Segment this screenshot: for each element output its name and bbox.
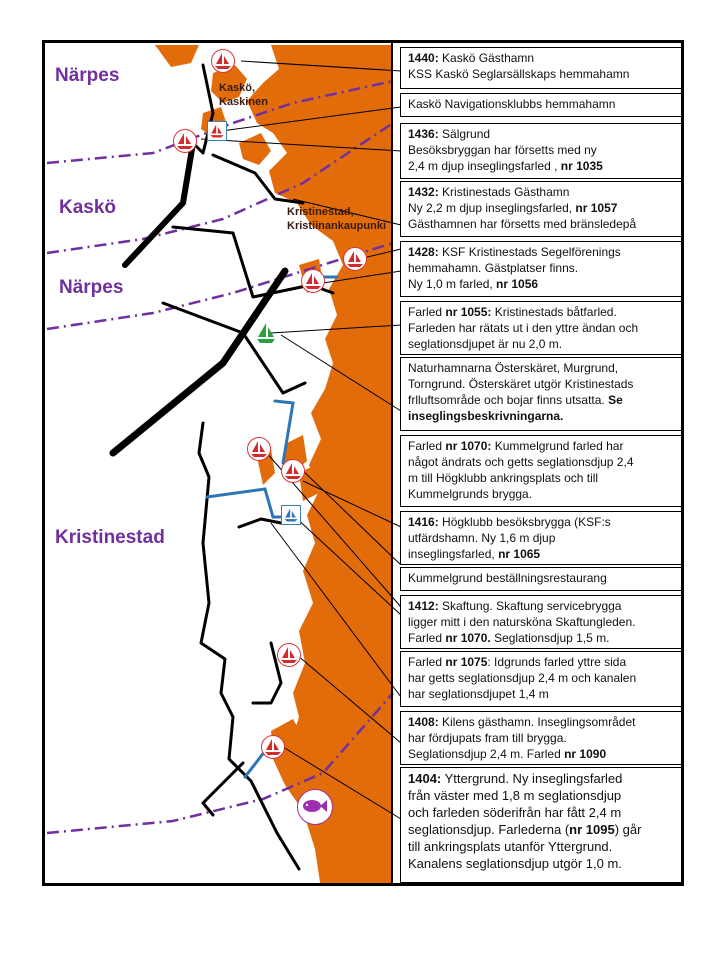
info-box-text: KSF Kristinestads Segelförenings: [438, 245, 621, 259]
info-box-text: Farled: [408, 631, 446, 645]
info-box-line: [408, 50, 674, 66]
island-2: [239, 133, 271, 165]
info-box-text: Kummelgrunds brygga.: [408, 487, 533, 501]
info-box: [400, 181, 682, 237]
info-box-text: har fördjupats fram till brygga.: [408, 731, 567, 745]
info-box: [400, 567, 682, 591]
info-box-text: nr 1070:: [445, 439, 492, 453]
info-box-line: [408, 438, 674, 454]
region-label-kristinestad: Kristinestad: [55, 527, 165, 548]
info-box-line: [408, 260, 674, 276]
info-box-text: till ankringsplats utanför Yttergrund.: [408, 839, 613, 854]
map-frame: [42, 40, 684, 886]
info-box-text: ligger mitt i den natursköna Skaftungleden.: [408, 615, 636, 629]
info-box-text: 2,4 m djup inseglingsfarled ,: [408, 159, 561, 173]
info-box-line: [408, 804, 674, 821]
info-box-text: Farled: [408, 439, 446, 453]
info-box-line: [408, 392, 674, 408]
info-box-text: seglationsdjupet är nu 2,0 m.: [408, 337, 563, 351]
nature-harbour-sailboat-icon[interactable]: [255, 321, 277, 345]
info-box-text: frlluftsområde och bojar finns utsatta.: [408, 393, 609, 407]
guest-harbour-sailboat-icon[interactable]: [277, 643, 301, 667]
info-box-line: [408, 304, 674, 320]
info-box: [400, 595, 682, 649]
info-box-text: Yttergrund. Ny inseglingsfarled: [441, 771, 623, 786]
info-box-line: [408, 158, 674, 174]
info-box-line: [408, 126, 674, 142]
info-box-line: [408, 546, 674, 562]
info-box-text: KSS Kaskö Seglarsällskaps hemmahamn: [408, 67, 630, 81]
info-box-text: Naturhamnarna Österskäret, Murgrund,: [408, 361, 619, 375]
info-box-text: nr 1095: [569, 822, 615, 837]
info-box-line: [408, 630, 674, 646]
info-box-text: 1428:: [408, 245, 439, 259]
info-box-text: 1404:: [408, 771, 442, 786]
guest-harbour-sailboat-icon[interactable]: [211, 49, 235, 73]
info-box-line: [408, 376, 674, 392]
info-box: [400, 357, 682, 431]
guest-harbour-sailboat-icon[interactable]: [207, 121, 227, 141]
info-box-line: [408, 244, 674, 260]
info-box-text: 1412:: [408, 599, 439, 613]
info-box-text: Sälgrund: [438, 127, 491, 141]
info-box-line: [408, 486, 674, 502]
town-label-line: Kaskö,: [219, 82, 256, 94]
info-box-text: har getts seglationsdjup 2,4 m och kanalen: [408, 671, 637, 685]
info-box-line: [408, 200, 674, 216]
info-box-line: [408, 654, 674, 670]
info-box-text: nr 1070.: [445, 631, 491, 645]
info-box: [400, 47, 682, 89]
info-box-text: 1416:: [408, 515, 439, 529]
town-label-kristinestad: [287, 205, 386, 233]
info-box-line: [408, 787, 674, 804]
guest-harbour-sailboat-icon[interactable]: [247, 437, 271, 461]
info-box-text: Torngrund. Österskäret utgör Kristinestads: [408, 377, 634, 391]
info-box-text: Farleden har rätats ut i den yttre ändan och: [408, 321, 639, 335]
guest-harbour-sailboat-icon[interactable]: [281, 459, 305, 483]
region-label-narpes-mid: Närpes: [59, 277, 124, 298]
info-box-line: [408, 686, 674, 702]
info-box-text: och farleden söderifrån har fått 2,4 m: [408, 805, 622, 820]
guest-harbour-sailboat-icon[interactable]: [301, 269, 325, 293]
info-box-text: Kaskö Navigationsklubbs hemmahamn: [408, 97, 616, 111]
info-box-line: [408, 855, 674, 872]
town-label-line: Kristiinankaupunki: [287, 220, 387, 232]
info-box-line: [408, 598, 674, 614]
info-box-text: hemmahamn. Gästplatser finns.: [408, 261, 579, 275]
region-label-narpes-top: Närpes: [55, 65, 120, 86]
info-box: [400, 767, 682, 883]
info-box-line: [408, 336, 674, 352]
info-box-line: [408, 838, 674, 855]
info-box: [400, 651, 682, 707]
info-box-text: 1440:: [408, 51, 439, 65]
info-box-text: Högklubb besöksbrygga (KSF:s: [438, 515, 611, 529]
info-box-text: ) går: [614, 822, 642, 837]
info-box-text: Farled: [408, 655, 446, 669]
info-box-line: [408, 746, 674, 762]
info-box-line: [408, 276, 674, 292]
guest-harbour-sailboat-icon[interactable]: [173, 129, 197, 153]
info-box-text: Kristinestads båtfarled.: [491, 305, 617, 319]
town-label-line: Kaskinen: [219, 96, 268, 108]
info-box-text: Kristinestads Gästhamn: [438, 185, 570, 199]
info-box-line: [408, 614, 674, 630]
info-box-line: [408, 670, 674, 686]
map-divider: [391, 43, 393, 886]
info-box-text: nr 1035: [560, 159, 603, 173]
info-box-text: Farled: [408, 305, 446, 319]
info-box-line: [408, 408, 674, 424]
info-box-line: [408, 514, 674, 530]
info-box-text: nr 1090: [564, 747, 607, 761]
info-box-text: Ny 1,0 m farled,: [408, 277, 497, 291]
town-label-line: Kristinestad,: [287, 206, 354, 218]
info-box-line: [408, 714, 674, 730]
info-box: [400, 711, 682, 765]
info-box-text: Se: [608, 393, 623, 407]
fish-restaurant-icon[interactable]: [297, 789, 333, 825]
info-box-line: [408, 96, 674, 112]
guest-harbour-sailboat-icon[interactable]: [343, 247, 367, 271]
info-box: [400, 123, 682, 179]
info-box-text: Kummelgrund farled har: [491, 439, 624, 453]
info-box-line: [408, 570, 674, 586]
info-box-text: Kaskö Gästhamn: [438, 51, 535, 65]
info-box-text: Skaftung. Skaftung servicebrygga: [438, 599, 622, 613]
info-box: [400, 241, 682, 297]
info-box: [400, 301, 682, 355]
info-box-text: Besöksbryggan har försetts med ny: [408, 143, 597, 157]
info-box-line: [408, 454, 674, 470]
info-box-line: [408, 821, 674, 838]
info-box-line: [408, 530, 674, 546]
info-box-text: 1432:: [408, 185, 439, 199]
info-box-text: nr 1075: [445, 655, 488, 669]
info-box-line: [408, 184, 674, 200]
info-box-text: inseglingsbeskrivningarna.: [408, 409, 564, 423]
info-box-line: [408, 216, 674, 232]
guest-harbour-sailboat-icon[interactable]: [261, 735, 285, 759]
info-box-text: Seglationsdjup 2,4 m. Farled: [408, 747, 565, 761]
info-box-line: [408, 770, 674, 787]
info-box-text: Kilens gästhamn. Inseglingsområdet: [438, 715, 636, 729]
town-label-kasko: [219, 81, 268, 109]
info-box-text: något ändrats och getts seglationsdjup 2,4: [408, 455, 634, 469]
info-box-line: [408, 470, 674, 486]
info-box-line: [408, 730, 674, 746]
info-box-text: nr 1055:: [445, 305, 492, 319]
info-box-text: nr 1056: [496, 277, 539, 291]
info-box-text: inseglingsfarled,: [408, 547, 499, 561]
info-box-text: Gästhamnen har försetts med bränsledepå: [408, 217, 637, 231]
info-box-text: nr 1057: [575, 201, 618, 215]
info-box-line: [408, 360, 674, 376]
info-box-text: Kanalens seglationsdjup utgör 1,0 m.: [408, 856, 622, 871]
info-box-text: : Idgrunds farled yttre sida: [487, 655, 627, 669]
info-box-text: Kummelgrund beställningsrestaurang: [408, 571, 607, 585]
info-box-line: [408, 320, 674, 336]
info-box-line: [408, 142, 674, 158]
service-pier-sailboat-icon[interactable]: [281, 505, 301, 525]
island-north: [155, 45, 199, 67]
info-box-line: [408, 66, 674, 82]
info-box-text: från väster med 1,8 m seglationsdjup: [408, 788, 622, 803]
info-box-text: m till Högklubb ankringsplats och till: [408, 471, 599, 485]
info-box-text: utfärdshamn. Ny 1,6 m djup: [408, 531, 556, 545]
info-box: [400, 435, 682, 507]
info-box-text: 1408:: [408, 715, 439, 729]
region-label-kasko: Kaskö: [59, 197, 117, 218]
info-box-text: har seglationsdjupet 1,4 m: [408, 687, 549, 701]
info-box-text: Ny 2,2 m djup inseglingsfarled,: [408, 201, 576, 215]
info-box-text: Seglationsdjup 1,5 m.: [490, 631, 610, 645]
info-box-text: 1436:: [408, 127, 439, 141]
info-box-text: seglationsdjup. Farlederna (: [408, 822, 570, 837]
info-box-text: nr 1065: [498, 547, 541, 561]
info-box: [400, 93, 682, 117]
info-box: [400, 511, 682, 565]
